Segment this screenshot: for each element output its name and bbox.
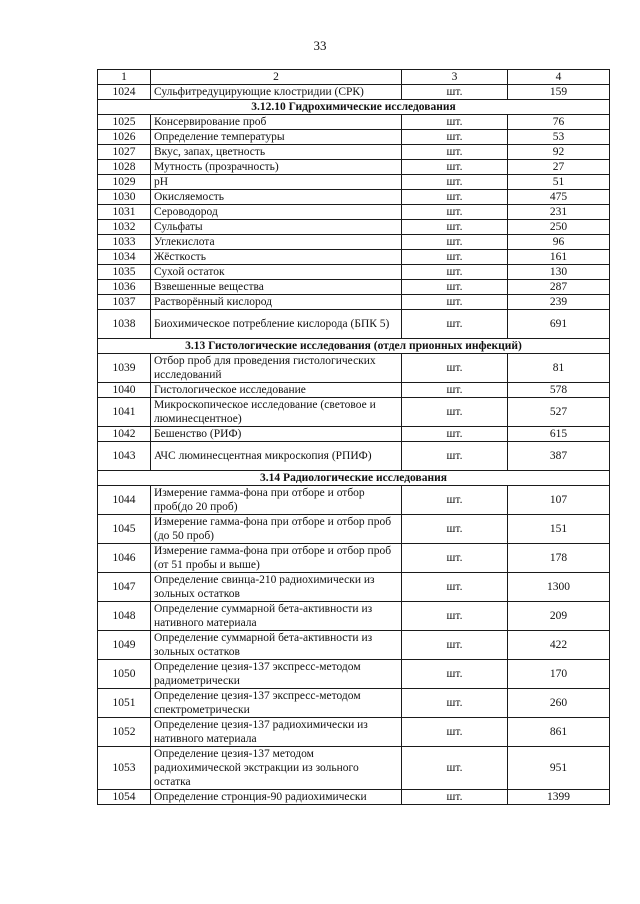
row-number: 1025	[98, 115, 151, 130]
service-name: Определение цезия-137 экспресс-методом спектрометрически	[151, 689, 402, 718]
row-number: 1027	[98, 145, 151, 160]
price-cell: 81	[508, 354, 610, 383]
table-header-row	[98, 70, 610, 85]
table-row	[98, 145, 610, 160]
row-number: 1042	[98, 427, 151, 442]
row-number: 1044	[98, 486, 151, 515]
service-name: Микроскопическое исследование (световое и люминесцентное)	[151, 398, 402, 427]
section-header-row	[98, 100, 610, 115]
row-number: 1030	[98, 190, 151, 205]
section-title: 3.14 Радиологические исследования	[98, 471, 610, 486]
table-row	[98, 486, 610, 515]
unit-cell: шт.	[402, 160, 508, 175]
row-number: 1051	[98, 689, 151, 718]
row-number: 1024	[98, 85, 151, 100]
row-number: 1046	[98, 544, 151, 573]
unit-cell: шт.	[402, 747, 508, 790]
row-number: 1040	[98, 383, 151, 398]
table-row	[98, 689, 610, 718]
section-title: 3.13 Гистологические исследования (отдел прионных инфекций)	[98, 339, 610, 354]
price-cell: 250	[508, 220, 610, 235]
service-name: Измерение гамма-фона при отборе и отбор проб (до 50 проб)	[151, 515, 402, 544]
row-number: 1045	[98, 515, 151, 544]
unit-cell: шт.	[402, 145, 508, 160]
table-row	[98, 280, 610, 295]
unit-cell: шт.	[402, 85, 508, 100]
price-cell: 1300	[508, 573, 610, 602]
table-row	[98, 747, 610, 790]
price-cell: 387	[508, 442, 610, 471]
row-number: 1032	[98, 220, 151, 235]
table-row	[98, 310, 610, 339]
unit-cell: шт.	[402, 280, 508, 295]
price-cell: 51	[508, 175, 610, 190]
table-row	[98, 250, 610, 265]
price-cell: 92	[508, 145, 610, 160]
unit-cell: шт.	[402, 718, 508, 747]
table-row	[98, 190, 610, 205]
unit-cell: шт.	[402, 631, 508, 660]
unit-cell: шт.	[402, 250, 508, 265]
price-cell: 615	[508, 427, 610, 442]
price-cell: 178	[508, 544, 610, 573]
unit-cell: шт.	[402, 130, 508, 145]
row-number: 1047	[98, 573, 151, 602]
price-cell: 260	[508, 689, 610, 718]
table-row	[98, 235, 610, 250]
row-number: 1052	[98, 718, 151, 747]
page-number: 33	[313, 38, 327, 53]
section-header-row	[98, 339, 610, 354]
unit-cell: шт.	[402, 573, 508, 602]
table-row	[98, 602, 610, 631]
unit-cell: шт.	[402, 515, 508, 544]
row-number: 1050	[98, 660, 151, 689]
row-number: 1028	[98, 160, 151, 175]
unit-cell: шт.	[402, 175, 508, 190]
table-row	[98, 130, 610, 145]
service-name: Бешенство (РИФ)	[151, 427, 402, 442]
price-cell: 231	[508, 205, 610, 220]
header-cell-unit: 3	[402, 70, 508, 85]
unit-cell: шт.	[402, 544, 508, 573]
service-name: Жёсткость	[151, 250, 402, 265]
price-cell: 107	[508, 486, 610, 515]
table-row	[98, 398, 610, 427]
service-name: Определение температуры	[151, 130, 402, 145]
unit-cell: шт.	[402, 486, 508, 515]
table-row	[98, 85, 610, 100]
row-number: 1035	[98, 265, 151, 280]
row-number: 1043	[98, 442, 151, 471]
unit-cell: шт.	[402, 398, 508, 427]
price-cell: 691	[508, 310, 610, 339]
unit-cell: шт.	[402, 220, 508, 235]
table-body	[98, 70, 610, 805]
row-number: 1048	[98, 602, 151, 631]
row-number: 1038	[98, 310, 151, 339]
price-cell: 130	[508, 265, 610, 280]
service-name: Биохимическое потребление кислорода (БПК 5)	[151, 310, 402, 339]
row-number: 1039	[98, 354, 151, 383]
service-name: Растворённый кислород	[151, 295, 402, 310]
service-name: Сухой остаток	[151, 265, 402, 280]
price-cell: 578	[508, 383, 610, 398]
row-number: 1041	[98, 398, 151, 427]
table-row	[98, 383, 610, 398]
service-name: Гистологическое исследование	[151, 383, 402, 398]
price-table	[97, 69, 610, 805]
service-name: Определение цезия-137 методом радиохимической экстракции из зольного остатка	[151, 747, 402, 790]
header-cell-name: 2	[151, 70, 402, 85]
table-row	[98, 427, 610, 442]
service-name: Сульфитредуцирующие клостридии (СРК)	[151, 85, 402, 100]
row-number: 1034	[98, 250, 151, 265]
price-cell: 209	[508, 602, 610, 631]
unit-cell: шт.	[402, 427, 508, 442]
unit-cell: шт.	[402, 383, 508, 398]
table-row	[98, 631, 610, 660]
table-row	[98, 544, 610, 573]
header-cell-price: 4	[508, 70, 610, 85]
row-number: 1037	[98, 295, 151, 310]
unit-cell: шт.	[402, 602, 508, 631]
table-row	[98, 295, 610, 310]
table-row	[98, 790, 610, 805]
unit-cell: шт.	[402, 235, 508, 250]
price-cell: 96	[508, 235, 610, 250]
table-row	[98, 160, 610, 175]
price-cell: 475	[508, 190, 610, 205]
section-header-row	[98, 471, 610, 486]
row-number: 1036	[98, 280, 151, 295]
unit-cell: шт.	[402, 190, 508, 205]
service-name: АЧС люминесцентная микроскопия (РПИФ)	[151, 442, 402, 471]
section-title: 3.12.10 Гидрохимические исследования	[98, 100, 610, 115]
price-cell: 1399	[508, 790, 610, 805]
service-name: Измерение гамма-фона при отборе и отбор проб (от 51 пробы и выше)	[151, 544, 402, 573]
price-cell: 76	[508, 115, 610, 130]
unit-cell: шт.	[402, 354, 508, 383]
table-row	[98, 220, 610, 235]
price-cell: 161	[508, 250, 610, 265]
price-cell: 287	[508, 280, 610, 295]
table-row	[98, 442, 610, 471]
table-row	[98, 573, 610, 602]
price-cell: 951	[508, 747, 610, 790]
unit-cell: шт.	[402, 310, 508, 339]
price-cell: 27	[508, 160, 610, 175]
service-name: Взвешенные вещества	[151, 280, 402, 295]
table-row	[98, 354, 610, 383]
row-number: 1049	[98, 631, 151, 660]
service-name: Сульфаты	[151, 220, 402, 235]
row-number: 1033	[98, 235, 151, 250]
service-name: Вкус, запах, цветность	[151, 145, 402, 160]
service-name: Определение суммарной бета-активности из нативного материала	[151, 602, 402, 631]
unit-cell: шт.	[402, 115, 508, 130]
service-name: Определение суммарной бета-активности из зольных остатков	[151, 631, 402, 660]
table-row	[98, 115, 610, 130]
service-name: Определение цезия-137 экспресс-методом радиометрически	[151, 660, 402, 689]
service-name: Сероводород	[151, 205, 402, 220]
service-name: Измерение гамма-фона при отборе и отбор проб(до 20 проб)	[151, 486, 402, 515]
unit-cell: шт.	[402, 205, 508, 220]
unit-cell: шт.	[402, 442, 508, 471]
service-name: Определение цезия-137 радиохимически из нативного материала	[151, 718, 402, 747]
service-name: Консервирование проб	[151, 115, 402, 130]
row-number: 1053	[98, 747, 151, 790]
price-cell: 861	[508, 718, 610, 747]
price-cell: 53	[508, 130, 610, 145]
service-name: Окисляемость	[151, 190, 402, 205]
table-row	[98, 265, 610, 280]
service-name: Углекислота	[151, 235, 402, 250]
price-cell: 239	[508, 295, 610, 310]
table-row	[98, 515, 610, 544]
price-cell: 422	[508, 631, 610, 660]
row-number: 1031	[98, 205, 151, 220]
service-name: Определение стронция-90 радиохимически	[151, 790, 402, 805]
row-number: 1029	[98, 175, 151, 190]
table-row	[98, 175, 610, 190]
service-name: Мутность (прозрачность)	[151, 160, 402, 175]
price-cell: 151	[508, 515, 610, 544]
unit-cell: шт.	[402, 689, 508, 718]
price-cell: 159	[508, 85, 610, 100]
table-row	[98, 718, 610, 747]
table-row	[98, 205, 610, 220]
row-number: 1054	[98, 790, 151, 805]
unit-cell: шт.	[402, 790, 508, 805]
table-row	[98, 660, 610, 689]
row-number: 1026	[98, 130, 151, 145]
service-name: pH	[151, 175, 402, 190]
unit-cell: шт.	[402, 660, 508, 689]
price-cell: 527	[508, 398, 610, 427]
unit-cell: шт.	[402, 265, 508, 280]
service-name: Отбор проб для проведения гистологических исследований	[151, 354, 402, 383]
price-cell: 170	[508, 660, 610, 689]
unit-cell: шт.	[402, 295, 508, 310]
service-name: Определение свинца-210 радиохимически из зольных остатков	[151, 573, 402, 602]
header-cell-number: 1	[98, 70, 151, 85]
